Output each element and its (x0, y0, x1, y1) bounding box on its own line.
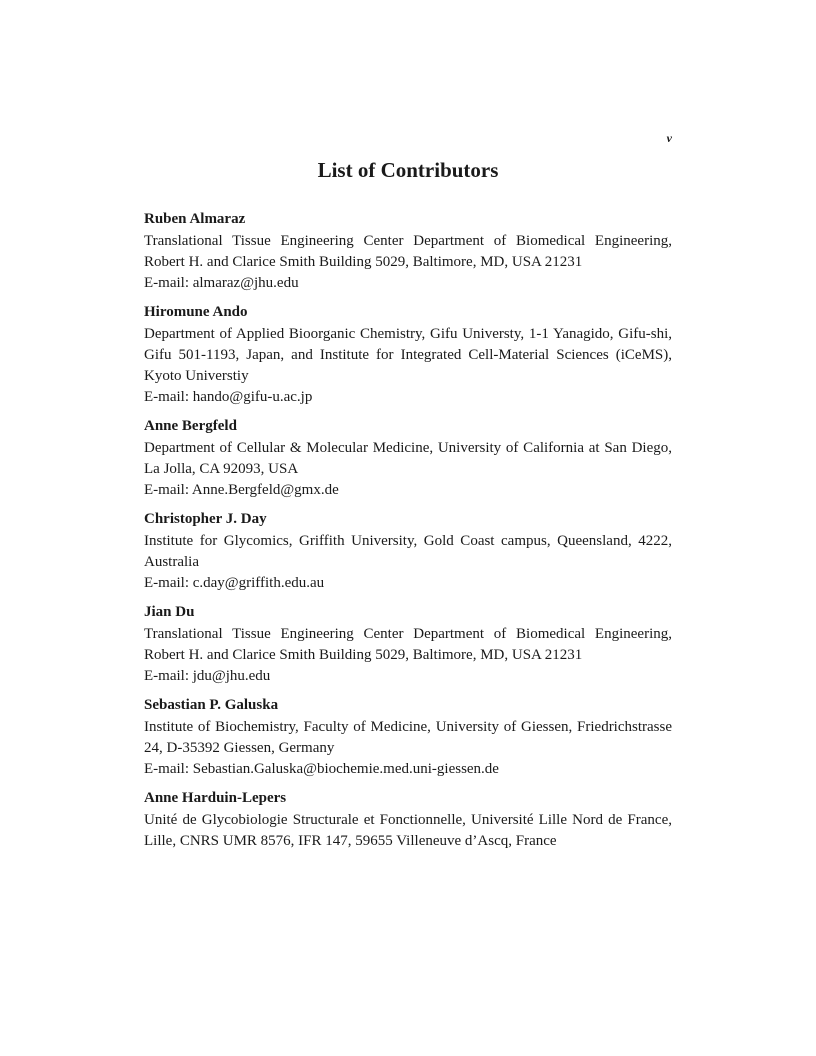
contributor-name: Ruben Almaraz (144, 211, 246, 227)
contributor-entry (144, 302, 672, 408)
page-number: v (666, 131, 672, 145)
contributor-name: Hiromune Ando (144, 304, 248, 320)
page-title: List of Contributors (317, 158, 499, 182)
contributor-email: E-mail: Sebastian.Galuska@biochemie.med.uni-giessen.de (144, 761, 499, 777)
contributor-name: Anne Harduin-Lepers (144, 790, 287, 806)
contributor-email: E-mail: hando@gifu-u.ac.jp (144, 389, 313, 405)
contributor-name: Christopher J. Day (144, 511, 267, 527)
contributor-name: Sebastian P. Galuska (144, 697, 279, 713)
contributor-address: Institute for Glycomics, Griffith University, Gold Coast campus, Queensland, 4222, Australia (144, 533, 672, 570)
contributor-address: Translational Tissue Engineering Center Department of Biomedical Engineering, Robert H. and Clarice Smith Building 5029, Baltimore, MD, USA 21231 (144, 626, 672, 663)
contributor-address: Translational Tissue Engineering Center Department of Biomedical Engineering, Robert H. and Clarice Smith Building 5029, Baltimore, MD, USA 21231 (144, 233, 672, 270)
contributor-email: E-mail: almaraz@jhu.edu (144, 275, 299, 291)
contributor-address: Department of Cellular & Molecular Medicine, University of California at San Diego, La Jolla, CA 92093, USA (144, 440, 672, 477)
contributor-entry (144, 416, 672, 501)
contributor-address: Department of Applied Bioorganic Chemistry, Gifu Universty, 1-1 Yanagido, Gifu-shi, Gifu 501-1193, Japan, and Institute for Integrated Cell-Material Sciences (iCeMS), Kyoto Universtiy (144, 326, 672, 384)
contributor-email: E-mail: Anne.Bergfeld@gmx.de (144, 482, 339, 498)
contributor-entry (144, 602, 672, 687)
contributor-address: Unité de Glycobiologie Structurale et Fonctionnelle, Université Lille Nord de France, Lille, CNRS UMR 8576, IFR 147, 59655 Villeneuve d’Ascq, France (144, 812, 672, 849)
contributor-address: Institute of Biochemistry, Faculty of Medicine, University of Giessen, Friedrichstrasse 24, D-35392 Giessen, Germany (144, 719, 672, 756)
contributor-entry (144, 695, 672, 780)
contributor-email: E-mail: c.day@griffith.edu.au (144, 575, 325, 591)
contributor-name: Jian Du (144, 604, 195, 620)
contributor-entry (144, 509, 672, 594)
contributor-entry (144, 209, 672, 294)
contributor-list (144, 209, 672, 860)
contributor-email: E-mail: jdu@jhu.edu (144, 668, 271, 684)
contributor-name: Anne Bergfeld (144, 418, 237, 434)
contributor-entry (144, 788, 672, 852)
